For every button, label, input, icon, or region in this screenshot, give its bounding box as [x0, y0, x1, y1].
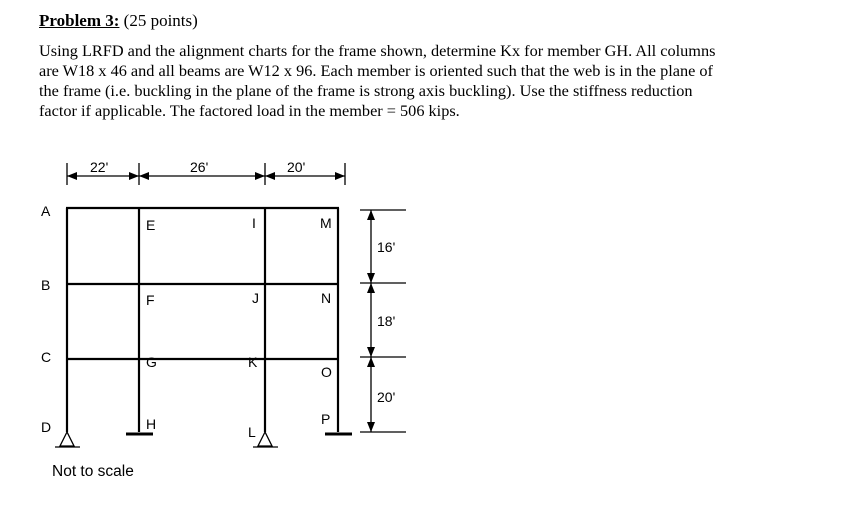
- node-label-F: F: [146, 292, 155, 308]
- node-label-N: N: [321, 290, 332, 306]
- columns: [67, 208, 338, 432]
- height-label-3: 20': [377, 389, 396, 405]
- statement-line-3: the frame (i.e. buckling in the plane of the frame is strong axis buckling). Use the stiffness reduction: [39, 81, 693, 100]
- node-label-E: E: [146, 217, 156, 233]
- problem-points: (25 points): [123, 11, 198, 30]
- node-label-J: J: [252, 290, 259, 306]
- span-label-2: 26': [190, 159, 209, 175]
- node-label-H: H: [146, 416, 157, 432]
- node-label-D: D: [41, 419, 52, 435]
- node-label-C: C: [41, 349, 52, 365]
- node-label-A: A: [41, 203, 51, 219]
- statement-line-2: are W18 x 46 and all beams are W12 x 96. Each member is oriented such that the web is in the plane of: [39, 61, 713, 80]
- node-label-G: G: [146, 354, 157, 370]
- height-label-2: 18': [377, 313, 396, 329]
- node-label-M: M: [320, 215, 332, 231]
- node-label-L: L: [248, 424, 256, 440]
- problem-heading: Problem 3:: [39, 11, 120, 30]
- node-label-O: O: [321, 364, 332, 380]
- not-to-scale-note: Not to scale: [52, 463, 134, 480]
- node-label-K: K: [248, 354, 258, 370]
- statement-line-4: factor if applicable. The factored load in the member = 506 kips.: [39, 101, 460, 120]
- node-label-I: I: [252, 215, 256, 231]
- pin-support-L: [253, 432, 278, 447]
- height-label-1: 16': [377, 239, 396, 255]
- node-label-P: P: [321, 411, 331, 427]
- pin-support-D: [55, 432, 80, 447]
- span-label-1: 22': [90, 159, 109, 175]
- statement-line-1: Using LRFD and the alignment charts for the frame shown, determine Kx for member GH. All columns: [39, 41, 716, 60]
- span-label-3: 20': [287, 159, 306, 175]
- beams: [66, 208, 339, 359]
- node-label-B: B: [41, 277, 51, 293]
